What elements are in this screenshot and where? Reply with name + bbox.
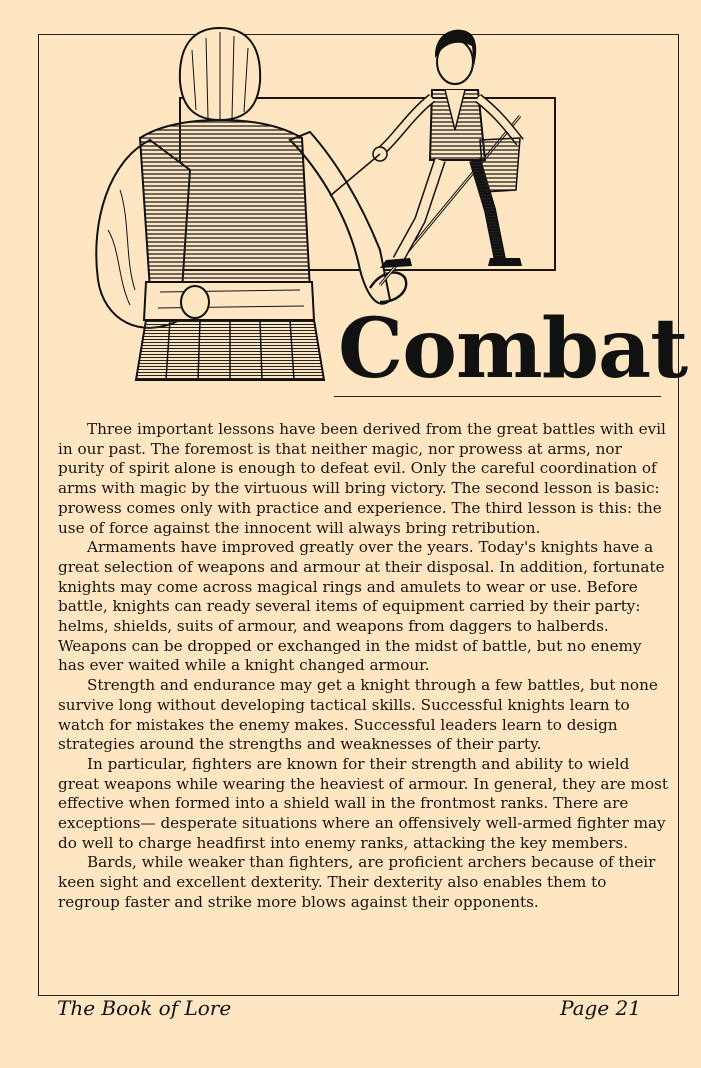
page-title: Combat bbox=[338, 301, 688, 397]
body-text bbox=[58, 420, 670, 913]
paragraph-strength: Strength and endurance may get a knight through a few battles, but none survive long without developing tactical skills. Successful knights learn to watch for mistakes the enemy makes. Successful leaders learn to design strategies around the strengths and weaknesses of their party. bbox=[58, 676, 658, 754]
paragraph-armaments: Armaments have improved greatly over the years. Today's knights have a great selection of weapons and armour at their disposal. In addition, fortunate knights may come across magical rings and amulets to wear or use. Before battle, knights can ready several items of equipment carried by their party: helms, shields, suits of armour, and weapons from daggers to halberds. Weapons can be dropped or exchanged in the midst of battle, but no enemy has ever waited while a knight changed armour. bbox=[58, 538, 665, 675]
paragraph-fighters: In particular, fighters are known for their strength and ability to wield great weapons while wearing the heaviest of armour. In general, they are most effective when formed into a shield wall in the frontmost ranks. There are exceptions— desperate situations where an offensively well-armed fighter may do well to charge headfirst into enemy ranks, attacking the key members. bbox=[58, 754, 668, 852]
page-number: Page 21 bbox=[560, 996, 641, 1020]
book-title-footer: The Book of Lore bbox=[57, 996, 232, 1020]
paragraph-bards: Bards, while weaker than fighters, are proficient archers because of their keen sight and excellent dexterity. Their dexterity also enables them to regroup faster and strike more blows against their opponents. bbox=[58, 853, 656, 911]
paragraph-lessons: Three important lessons have been derived from the great battles with evil in our past. The foremost is that neither magic, nor prowess at arms, nor purity of spirit alone is enough to defeat evil. Only the careful coordination of arms with magic by the virtuous will bring victory. The second lesson is basic: prowess comes only with practice and experience. The third lesson is this: the use of force against the innocent will always bring retribution. bbox=[58, 420, 666, 537]
